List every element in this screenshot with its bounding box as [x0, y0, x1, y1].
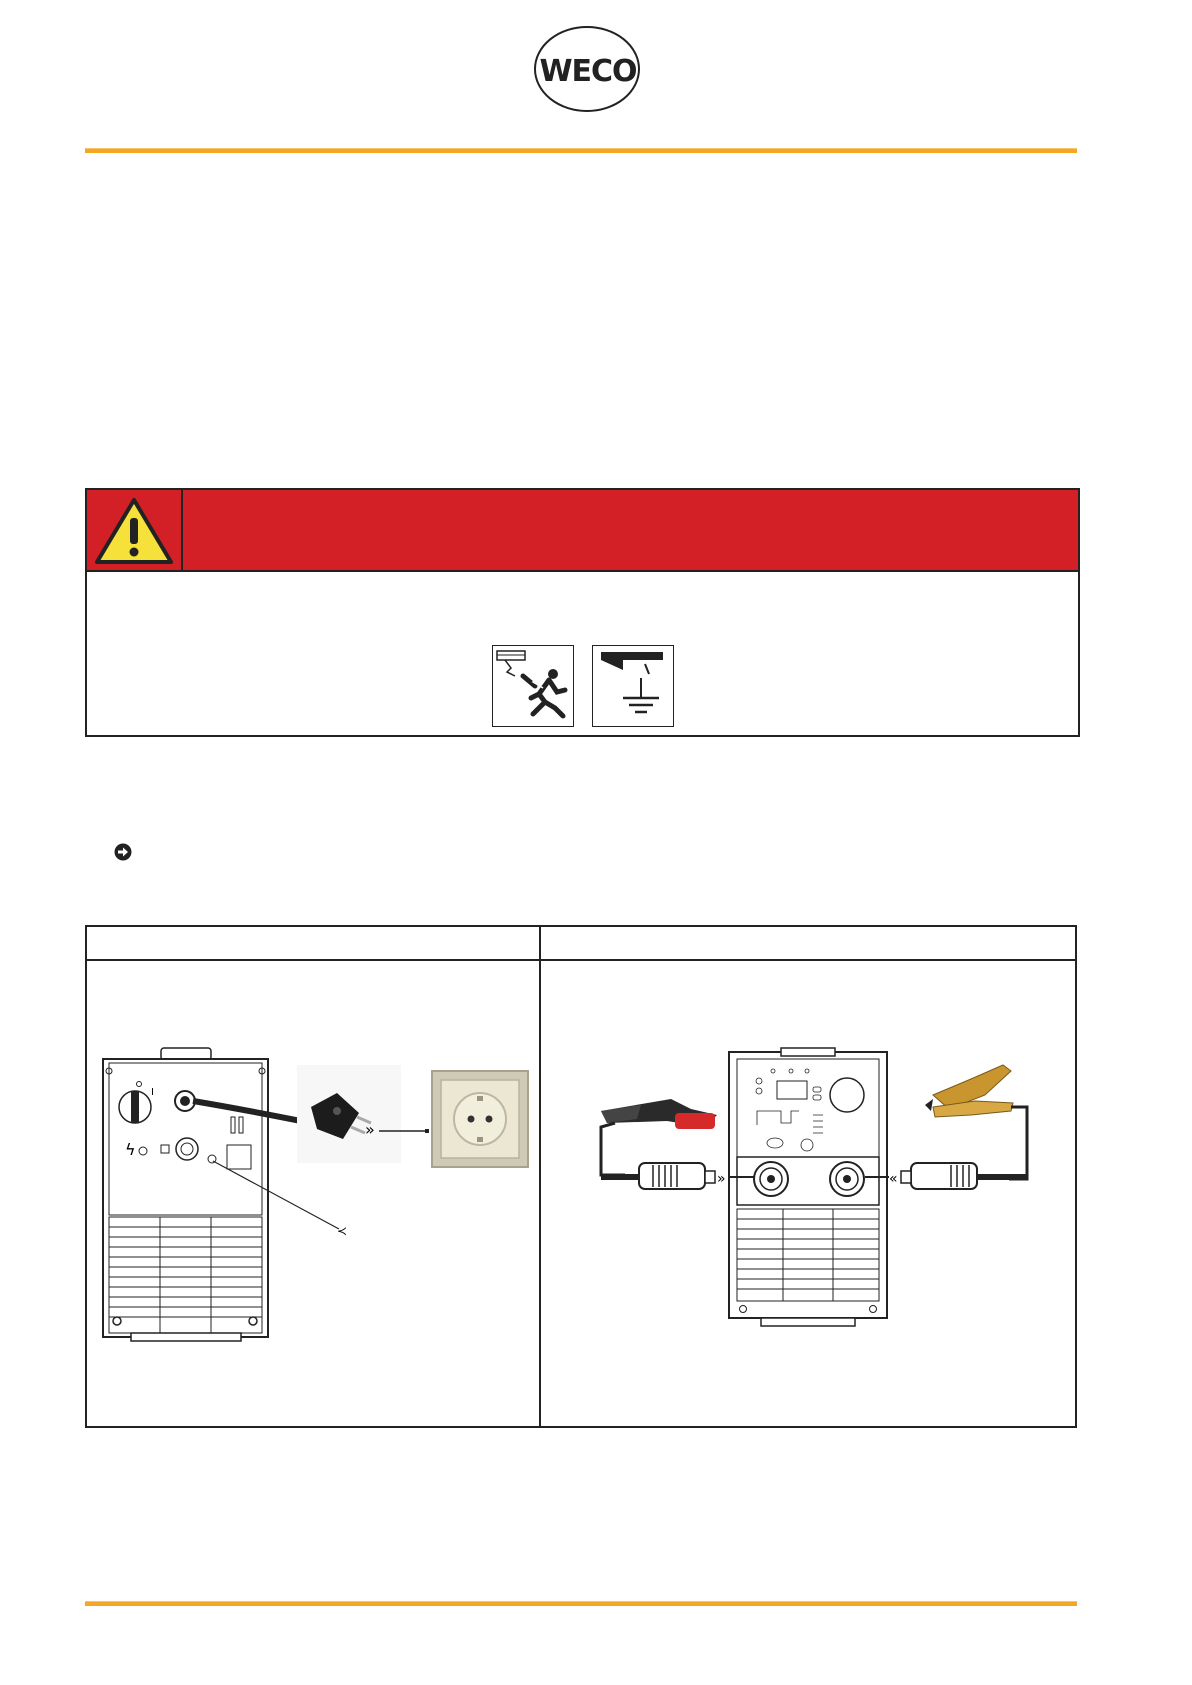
warning-icon-cell	[87, 490, 183, 570]
table-column-divider	[539, 927, 541, 1426]
footer-rule	[85, 1601, 1077, 1606]
weco-logo-icon	[533, 25, 641, 113]
header-rule	[85, 148, 1077, 153]
svg-text:I: I	[151, 1087, 154, 1098]
svg-text:»: »	[717, 1171, 726, 1187]
logo-text: WECO	[539, 54, 637, 89]
svg-text:≺: ≺	[337, 1224, 348, 1238]
svg-text:»: »	[365, 1120, 375, 1139]
rear-panel-mains-connection-illustration	[101, 1047, 531, 1347]
weco-logo	[533, 25, 641, 113]
warning-triangle-icon	[87, 490, 181, 570]
svg-text:«: «	[889, 1171, 898, 1187]
electric-shock-hazard-icon	[492, 645, 574, 727]
welding-ground-icon	[592, 645, 674, 727]
front-panel-electrode-clamp-connection-illustration	[571, 1045, 1061, 1345]
warning-box	[85, 488, 1080, 737]
arrow-bullet-icon	[113, 842, 133, 862]
warning-header	[87, 490, 1078, 572]
table-header-row	[87, 927, 1075, 961]
connection-table	[85, 925, 1077, 1428]
svg-text:ϟ: ϟ	[125, 1140, 136, 1159]
